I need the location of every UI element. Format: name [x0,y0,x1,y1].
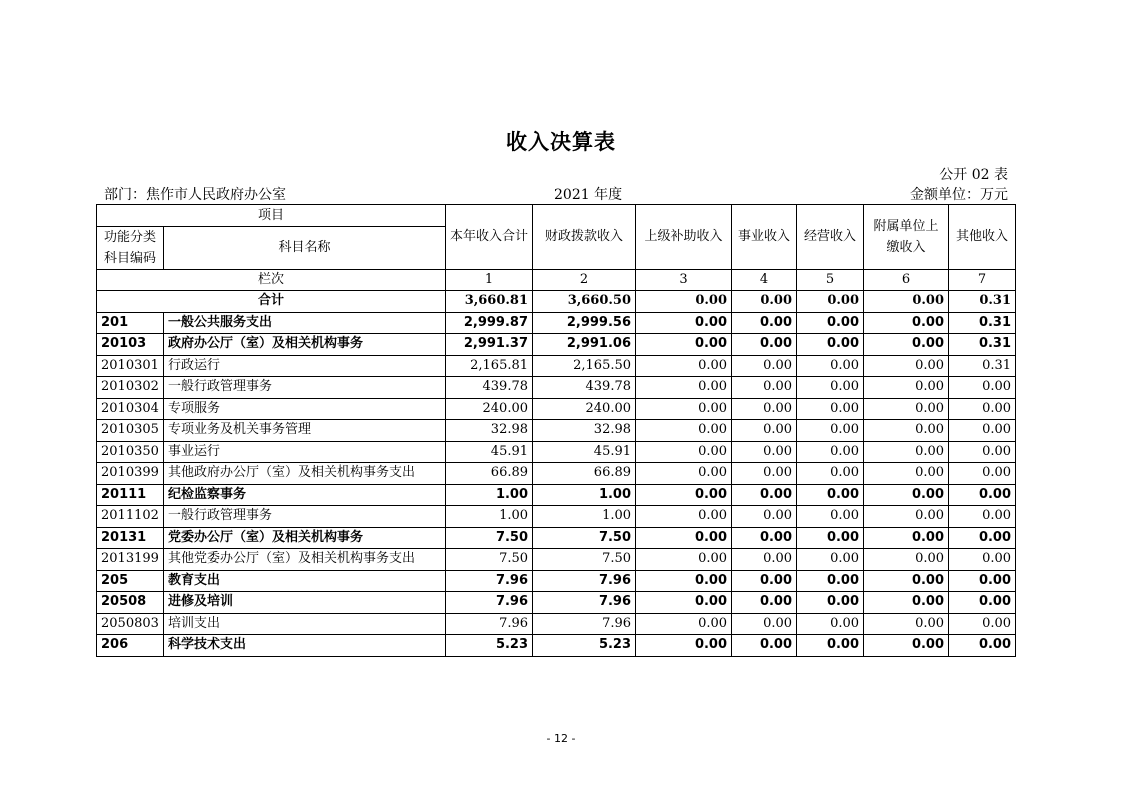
amount-cell: 5.23 [446,635,533,657]
amount-cell: 0.00 [949,420,1016,442]
amount-cell: 0.00 [949,484,1016,506]
subject-code: 2011102 [97,506,164,528]
amount-cell: 0.00 [732,527,797,549]
header-other-income: 其他收入 [949,205,1016,270]
amount-cell: 0.00 [864,527,949,549]
header-project: 项目 [97,205,446,227]
amount-cell: 0.00 [732,570,797,592]
amount-cell: 45.91 [533,441,636,463]
table-body [97,291,1016,657]
header-affiliated-income: 附属单位上缴收入 [864,205,949,270]
table-row [97,463,1016,485]
department-label: 部门：焦作市人民政府办公室 [104,187,286,203]
amount-cell: 66.89 [533,463,636,485]
subject-code: 2010305 [97,420,164,442]
amount-cell: 7.96 [446,570,533,592]
subject-name: 党委办公厅（室）及相关机构事务 [164,527,446,549]
total-cell: 0.00 [797,291,864,313]
amount-cell: 0.00 [797,613,864,635]
amount-cell: 0.00 [732,613,797,635]
amount-cell: 0.00 [636,334,732,356]
amount-cell: 2,991.37 [446,334,533,356]
total-cell: 0.00 [732,291,797,313]
subject-code: 206 [97,635,164,657]
table-row [97,592,1016,614]
amount-cell: 32.98 [533,420,636,442]
subject-name: 科学技术支出 [164,635,446,657]
amount-cell: 0.00 [636,312,732,334]
amount-cell: 0.00 [949,635,1016,657]
table-row [97,420,1016,442]
amount-cell: 2,165.50 [533,355,636,377]
amount-cell: 45.91 [446,441,533,463]
amount-cell: 0.00 [797,355,864,377]
amount-cell: 0.00 [949,377,1016,399]
table-row [97,506,1016,528]
amount-cell: 0.00 [864,377,949,399]
subject-name: 其他政府办公厅（室）及相关机构事务支出 [164,463,446,485]
amount-cell: 0.00 [636,355,732,377]
amount-cell: 7.50 [446,527,533,549]
amount-cell: 0.00 [732,506,797,528]
amount-cell: 0.00 [636,635,732,657]
table-row [97,355,1016,377]
amount-cell: 0.00 [732,420,797,442]
table-row [97,635,1016,657]
amount-cell: 0.00 [864,570,949,592]
amount-unit: 金额单位：万元 [910,187,1008,203]
amount-cell: 0.31 [949,334,1016,356]
page-title: 收入决算表 [506,130,616,154]
amount-cell: 7.96 [446,613,533,635]
amount-cell: 0.00 [732,377,797,399]
header-total-income: 本年收入合计 [446,205,533,270]
amount-cell: 0.00 [636,398,732,420]
subject-code: 20508 [97,592,164,614]
amount-cell: 240.00 [533,398,636,420]
amount-cell: 7.50 [446,549,533,571]
subject-code: 2010302 [97,377,164,399]
subject-name: 纪检监察事务 [164,484,446,506]
table-row [97,484,1016,506]
amount-cell: 0.00 [864,592,949,614]
total-cell: 0.00 [864,291,949,313]
table-row [97,570,1016,592]
amount-cell: 7.96 [533,592,636,614]
amount-cell: 0.00 [636,549,732,571]
amount-cell: 439.78 [533,377,636,399]
seq-number: 3 [636,269,732,291]
amount-cell: 0.00 [636,377,732,399]
header-code: 功能分类科目编码 [97,226,164,269]
subject-name: 专项业务及机关事务管理 [164,420,446,442]
total-cell: 3,660.50 [533,291,636,313]
amount-cell: 0.00 [797,635,864,657]
amount-cell: 0.00 [636,463,732,485]
amount-cell: 2,991.06 [533,334,636,356]
total-cell: 0.31 [949,291,1016,313]
seq-number: 1 [446,269,533,291]
header-subject-name: 科目名称 [164,226,446,269]
seq-number: 4 [732,269,797,291]
subject-code: 2010301 [97,355,164,377]
amount-cell: 0.00 [949,398,1016,420]
amount-cell: 0.00 [797,549,864,571]
amount-cell: 0.00 [732,355,797,377]
amount-cell: 7.96 [533,570,636,592]
seq-number: 6 [864,269,949,291]
amount-cell: 7.50 [533,549,636,571]
table-row [97,377,1016,399]
amount-cell: 0.00 [949,549,1016,571]
amount-cell: 0.00 [797,441,864,463]
amount-cell: 0.00 [949,527,1016,549]
subject-name: 一般公共服务支出 [164,312,446,334]
amount-cell: 32.98 [446,420,533,442]
seq-row [97,269,1016,291]
subject-name: 行政运行 [164,355,446,377]
subject-code: 2013199 [97,549,164,571]
amount-cell: 0.00 [864,613,949,635]
page-number: - 12 - [546,732,576,745]
amount-cell: 0.00 [797,463,864,485]
amount-cell: 0.00 [949,441,1016,463]
table-header [97,205,1016,291]
subject-code: 201 [97,312,164,334]
amount-cell: 0.00 [732,334,797,356]
fiscal-year: 2021 年度 [554,187,623,203]
amount-cell: 0.00 [636,484,732,506]
amount-cell: 0.00 [797,527,864,549]
subject-name: 培训支出 [164,613,446,635]
amount-cell: 0.00 [864,398,949,420]
subject-name: 进修及培训 [164,592,446,614]
seq-number: 2 [533,269,636,291]
amount-cell: 0.31 [949,312,1016,334]
amount-cell: 0.00 [797,312,864,334]
amount-cell: 0.00 [636,570,732,592]
amount-cell: 439.78 [446,377,533,399]
amount-cell: 0.00 [864,355,949,377]
subject-name: 事业运行 [164,441,446,463]
amount-cell: 0.00 [864,635,949,657]
amount-cell: 1.00 [446,484,533,506]
table-row [97,527,1016,549]
amount-cell: 0.00 [864,506,949,528]
amount-cell: 0.00 [732,549,797,571]
amount-cell: 2,999.56 [533,312,636,334]
subject-name: 专项服务 [164,398,446,420]
amount-cell: 0.00 [949,613,1016,635]
report-meta [104,184,1008,204]
amount-cell: 0.00 [797,377,864,399]
amount-cell: 0.00 [636,527,732,549]
amount-cell: 0.00 [797,398,864,420]
table-row [97,549,1016,571]
total-row [97,291,1016,313]
amount-cell: 0.00 [949,506,1016,528]
header-business-income: 事业收入 [732,205,797,270]
amount-cell: 0.00 [636,420,732,442]
subject-code: 20131 [97,527,164,549]
amount-cell: 0.00 [797,420,864,442]
amount-cell: 7.50 [533,527,636,549]
amount-cell: 0.00 [732,484,797,506]
subject-name: 一般行政管理事务 [164,377,446,399]
amount-cell: 0.00 [797,570,864,592]
amount-cell: 0.00 [732,441,797,463]
amount-cell: 2,999.87 [446,312,533,334]
seq-number: 5 [797,269,864,291]
amount-cell: 0.00 [797,506,864,528]
subject-code: 20111 [97,484,164,506]
amount-cell: 0.00 [732,312,797,334]
amount-cell: 0.00 [732,592,797,614]
subject-code: 20103 [97,334,164,356]
amount-cell: 240.00 [446,398,533,420]
amount-cell: 0.00 [949,463,1016,485]
amount-cell: 0.00 [636,613,732,635]
subject-code: 205 [97,570,164,592]
table-row [97,334,1016,356]
amount-cell: 0.00 [864,334,949,356]
amount-cell: 66.89 [446,463,533,485]
table-row [97,312,1016,334]
amount-cell: 0.00 [949,592,1016,614]
amount-cell: 7.96 [533,613,636,635]
amount-cell: 0.00 [864,441,949,463]
total-cell: 3,660.81 [446,291,533,313]
amount-cell: 0.00 [864,549,949,571]
subject-code: 2010304 [97,398,164,420]
amount-cell: 2,165.81 [446,355,533,377]
amount-cell: 0.00 [949,570,1016,592]
amount-cell: 0.00 [797,592,864,614]
total-label: 合计 [97,291,446,313]
header-superior-subsidy: 上级补助收入 [636,205,732,270]
subject-name: 政府办公厅（室）及相关机构事务 [164,334,446,356]
amount-cell: 0.00 [732,635,797,657]
table-row [97,441,1016,463]
seq-label: 栏次 [97,269,446,291]
table-row [97,613,1016,635]
seq-number: 7 [949,269,1016,291]
amount-cell: 1.00 [446,506,533,528]
amount-cell: 0.00 [636,506,732,528]
amount-cell: 1.00 [533,506,636,528]
header-fiscal-appropriation: 财政拨款收入 [533,205,636,270]
amount-cell: 0.00 [864,420,949,442]
subject-code: 2010399 [97,463,164,485]
amount-cell: 0.00 [864,312,949,334]
amount-cell: 0.00 [636,592,732,614]
subject-name: 教育支出 [164,570,446,592]
subject-code: 2050803 [97,613,164,635]
header-operating-income: 经营收入 [797,205,864,270]
subject-code: 2010350 [97,441,164,463]
amount-cell: 0.00 [864,484,949,506]
subject-name: 其他党委办公厅（室）及相关机构事务支出 [164,549,446,571]
amount-cell: 0.31 [949,355,1016,377]
amount-cell: 7.96 [446,592,533,614]
amount-cell: 1.00 [533,484,636,506]
amount-cell: 0.00 [732,463,797,485]
total-cell: 0.00 [636,291,732,313]
amount-cell: 0.00 [732,398,797,420]
amount-cell: 0.00 [864,463,949,485]
amount-cell: 0.00 [797,484,864,506]
subject-name: 一般行政管理事务 [164,506,446,528]
amount-cell: 5.23 [533,635,636,657]
amount-cell: 0.00 [797,334,864,356]
table-row [97,398,1016,420]
amount-cell: 0.00 [636,441,732,463]
form-number: 公开 02 表 [939,167,1008,183]
income-table [96,204,1016,657]
